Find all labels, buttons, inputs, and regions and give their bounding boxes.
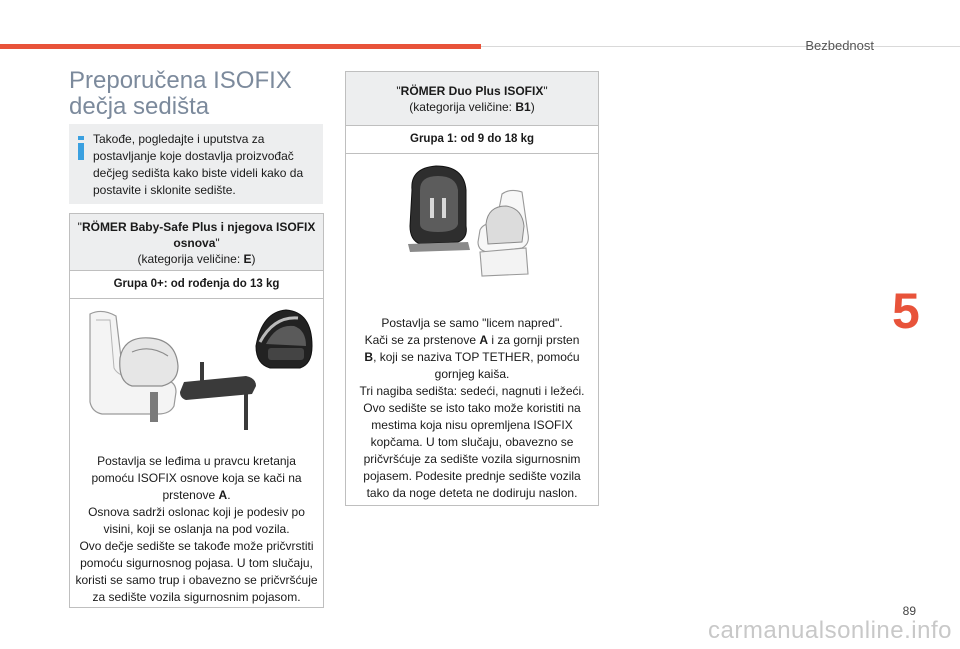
desc-line: Osnova sadrži oslonac koji je podesiv po [88,505,305,519]
info-note [69,124,323,204]
seat-card-duo-plus [345,71,599,506]
desc-text: i za gornji prsten [488,333,580,347]
desc-line: Ovo sedište se isto tako može koristiti na [363,401,581,415]
child-seat-illustration [406,164,546,282]
desc-line [74,487,319,504]
chapter-number: 5 [892,283,920,339]
page-number: 89 [902,604,916,618]
category-prefix: (kategorija veličine: [409,100,516,114]
section-label: Bezbednost [805,38,874,53]
ring-label: B [364,350,374,364]
watermark: carmanualsonline.info [708,617,952,644]
desc-line: pomoću ISOFIX osnove koja se kači na [91,471,302,485]
header-accent-bar [0,44,481,49]
seat-name: RÖMER Duo Plus ISOFIX [400,84,544,98]
desc-line: pojasem. Podesite prednje sedište vozila [363,469,581,483]
desc-text: prstenove [162,488,219,502]
info-line: postavite i sklonite sedište. [93,183,236,197]
desc-text: , koji se naziva TOP TETHER, pomoću [373,350,580,364]
desc-line: gornjeg kaiša. [434,367,510,381]
desc-line: kopčama. U tom slučaju, obavezno se [370,435,574,449]
seat-description [70,453,323,606]
seat-card-header [346,72,598,126]
category-suffix: ) [251,252,256,266]
info-text [93,131,313,199]
seat-card-baby-safe [69,213,324,608]
baby-seat-illustration [80,306,316,436]
desc-line: tako da noge deteta ne dodiruju naslon. [366,486,578,500]
desc-line: mestima koja nisu opremljena ISOFIX [371,418,573,432]
seat-group: Grupa 0+: od rođenja do 13 kg [70,271,323,299]
quote-mark: " [77,220,82,234]
desc-line [350,349,594,366]
category-suffix: ) [530,100,535,114]
seat-group: Grupa 1: od 9 do 18 kg [346,126,598,154]
info-line: Takođe, pogledajte i uputstva za [93,132,265,146]
desc-line: pomoću sigurnosnog pojasa. U tom slučaju, [80,556,313,570]
title-line-1: Preporučena ISOFIX [69,67,292,94]
seat-description [346,315,598,502]
page-title [69,68,329,120]
desc-line: za sedište vozila sigurnosnim pojasom. [92,590,301,604]
desc-line: Postavlja se samo "licem napred". [381,316,563,330]
info-icon [78,136,84,160]
info-line: postavljanje koje dostavlja proizvođač [93,149,294,163]
desc-line: Postavlja se leđima u pravcu kretanja [97,454,296,468]
desc-line: Tri nagiba sedišta: sedeći, nagnuti i ležeći. [359,384,585,398]
desc-line: pričvršćuje za sedište vozila sigurnosnim [363,452,581,466]
seat-card-header [70,214,323,271]
desc-text: Kači se za prstenove [364,333,480,347]
header-rule [481,46,960,47]
desc-line: koristi se samo trup i obavezno se pričvršćuje [75,573,318,587]
desc-line: visini, koji se oslanja na pod vozila. [103,522,290,536]
info-line: dečjeg sedišta kako biste videli kako da [93,166,304,180]
quote-mark: " [543,84,548,98]
seat-name: RÖMER Baby-Safe Plus i njegova ISOFIX osnova [81,220,316,250]
category-code: B1 [515,100,531,114]
desc-line: Ovo dečje sedište se takođe može pričvrstiti [79,539,314,553]
category-prefix: (kategorija veličine: [137,252,244,266]
title-line-2: dečja sedišta [69,93,210,120]
desc-text: . [227,488,231,502]
desc-line [350,332,594,349]
quote-mark: " [215,236,220,250]
quote-mark: " [396,84,401,98]
ring-label: A [218,488,228,502]
ring-label: A [479,333,488,347]
category-code: E [243,252,252,266]
